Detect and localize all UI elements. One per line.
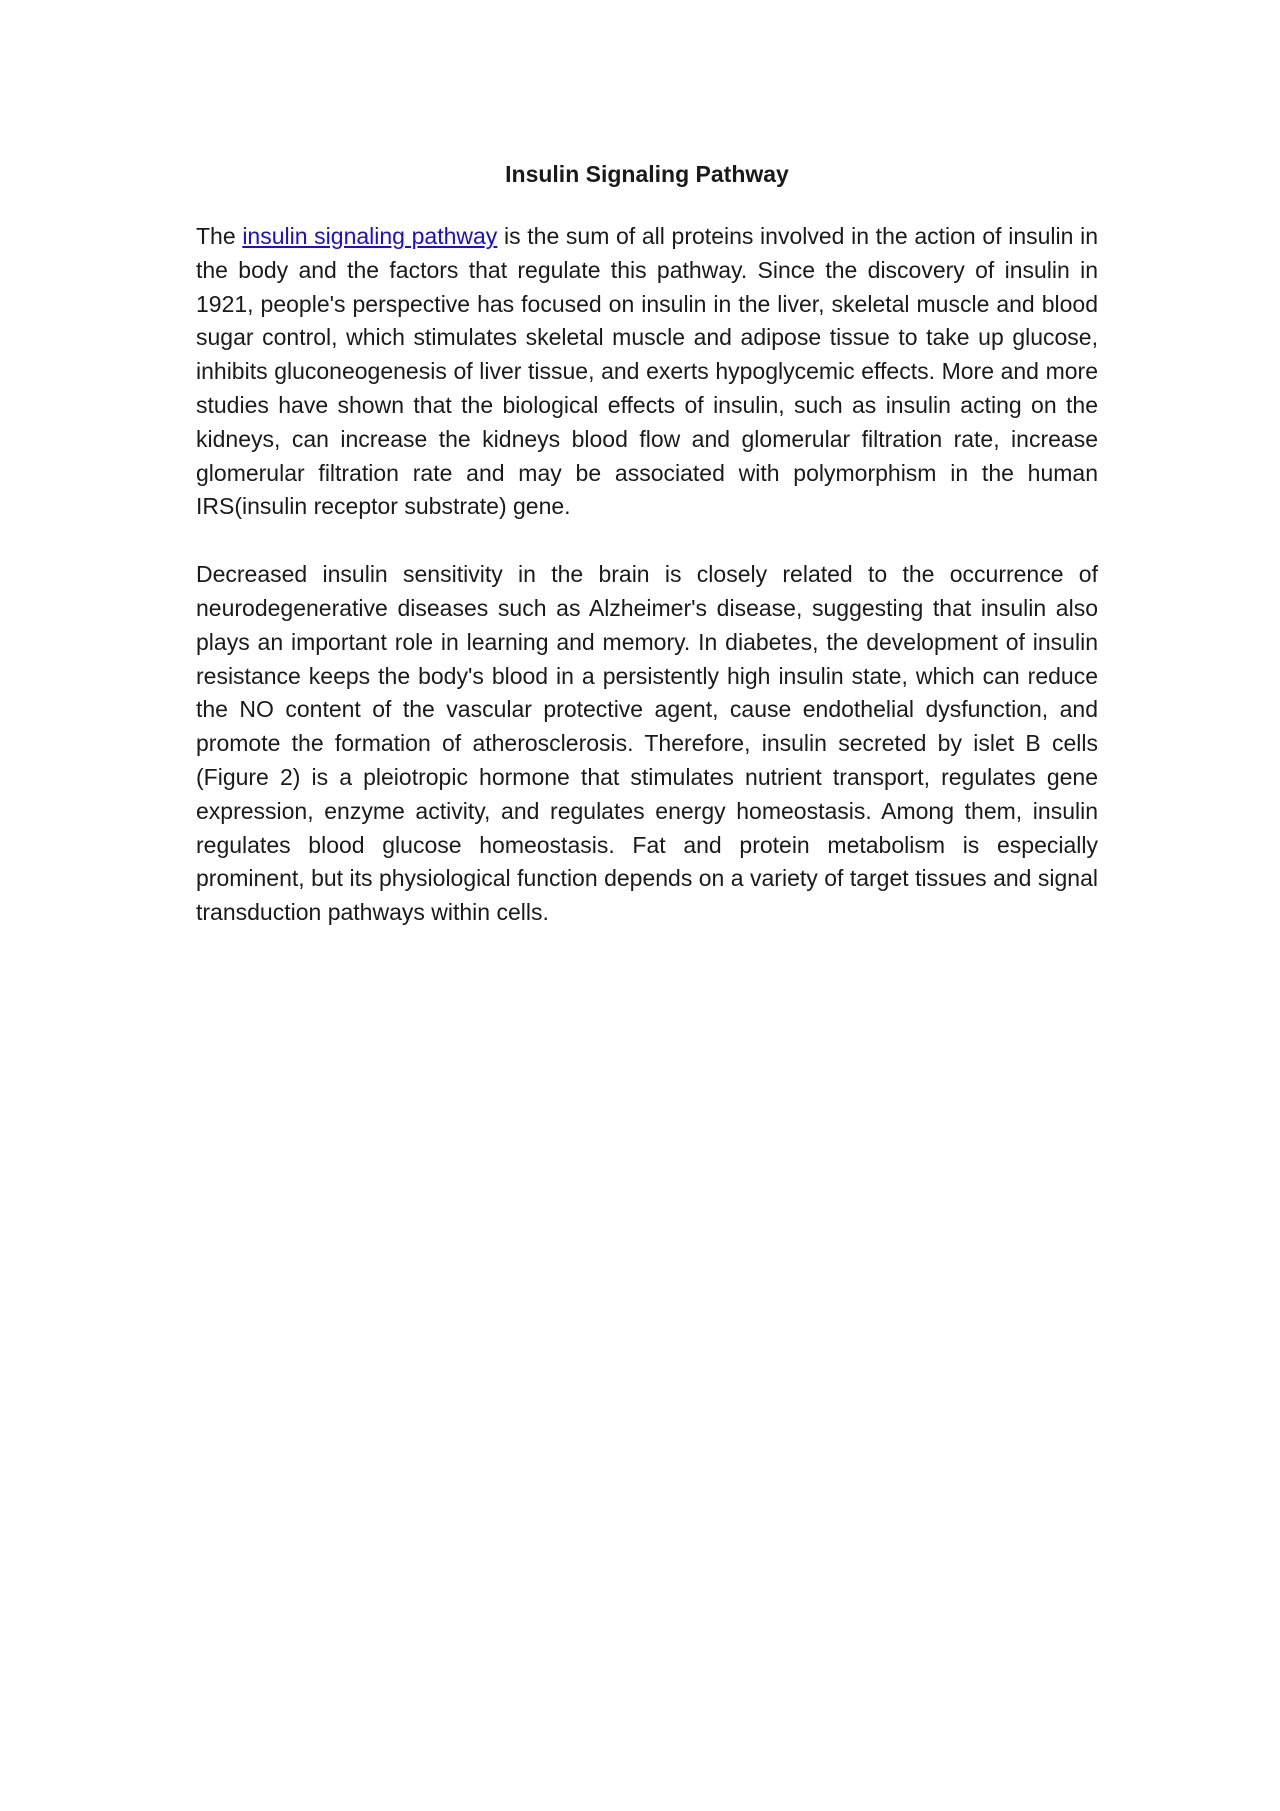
document-title: Insulin Signaling Pathway [505, 161, 789, 187]
paragraph-intro [196, 220, 1098, 524]
document-body [196, 150, 1098, 964]
paragraph-insulin-sensitivity: Decreased insulin sensitivity in the brain is closely related to the occurrence of neurodegenerative diseases such as Alzheimer's disease, suggesting that insulin also plays an important role in learning and memory. In diabetes, the development of insulin resistance keeps the body's blood in a persistently high insulin state, which can reduce the NO content of the vascular protective agent, cause endothelial dysfunction, and promote the formation of atherosclerosis. Therefore, insulin secreted by islet B cells (Figure 2) is a pleiotropic hormone that stimulates nutrient transport, regulates gene expression, enzyme activity, and regulates energy homeostasis. Among them, insulin regulates blood glucose homeostasis. Fat and protein metabolism is especially prominent, but its physiological function depends on a variety of target tissues and signal transduction pathways within cells. [196, 561, 1098, 926]
paragraph-intro-prefix: The [196, 223, 243, 249]
insulin-signaling-pathway-link[interactable]: insulin signaling pathway [242, 223, 498, 249]
paragraph-intro-body: is the sum of all proteins involved in the action of insulin in the body and the factors that regulate this pathway. Since the discovery of insulin in 1921, people's perspective has focused on insulin in the liver, skeletal muscle and blood sugar control, which stimulates skeletal muscle and adipose tissue to take up glucose, inhibits gluconeogenesis of liver tissue, and exerts hypoglycemic effects. More and more studies have shown that the biological effects of insulin, such as insulin acting on the kidneys, can increase the kidneys blood flow and glomerular filtration rate, increase glomerular filtration rate and may be associated with polymorphism in the human IRS(insulin receptor substrate) gene. [196, 223, 1099, 520]
